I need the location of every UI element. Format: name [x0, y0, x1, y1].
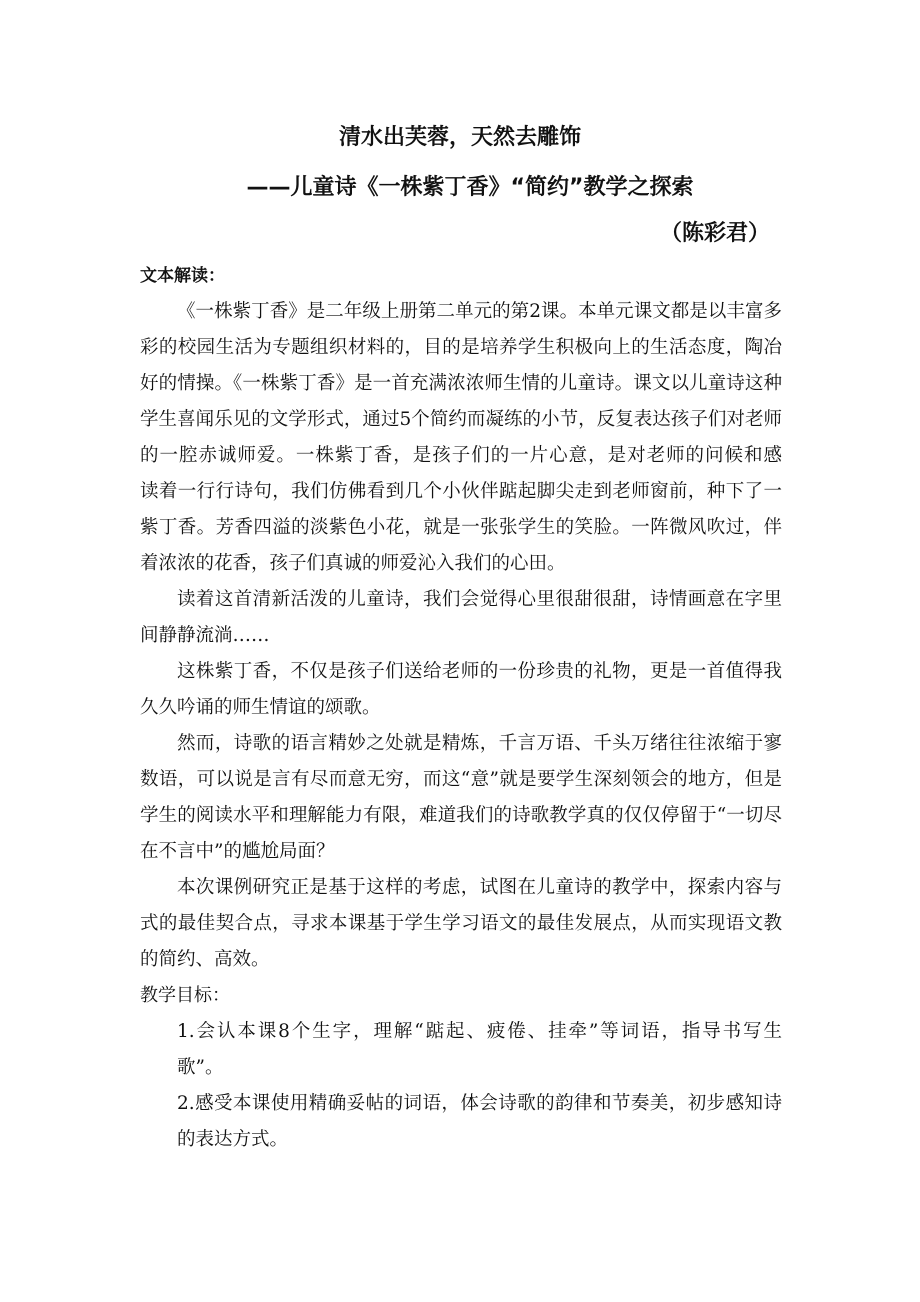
document-body — [140, 258, 782, 1158]
text-line: 彩的校园生活为专题组织材料的，目的是培养学生积极向上的生活态度，陶冶 — [140, 337, 782, 358]
text-line: 然而，诗歌的语言精妙之处就是精炼，千言万语、千头万绪往往浓缩于寥 — [177, 733, 782, 754]
goals-list — [140, 1014, 782, 1158]
text-line: 数语，可以说是言有尽而意无穷，而这“意”就是要学生深刻领会的地方，但是 — [140, 769, 782, 790]
text-line: 的简约、高效。 — [140, 949, 270, 970]
text-line: 2.感受本课使用精确妥帖的词语，体会诗歌的韵律和节奏美，初步感知诗 — [177, 1093, 782, 1114]
document-title: 清水出芙蓉，天然去雕饰 — [338, 125, 581, 150]
section-heading-teaching-goals: 教学目标： — [140, 985, 230, 1006]
goal-item — [140, 1086, 782, 1158]
text-line: 紫丁香。芳香四溢的淡紫色小花，就是一张张学生的笑脸。一阵微风吹过，伴 — [140, 517, 782, 538]
text-line: 的表达方式。 — [177, 1129, 289, 1150]
author: （陈彩君） — [660, 221, 771, 246]
text-line: 着浓浓的花香，孩子们真诚的师爱沁入我们的心田。 — [140, 553, 566, 574]
text-line: 久久吟诵的师生情谊的颂歌。 — [140, 697, 381, 718]
text-line: 好的情操。《一株紫丁香》是一首充满浓浓师生情的儿童诗。课文以儿童诗这种 — [140, 373, 782, 394]
text-line: 歌”。 — [177, 1057, 224, 1078]
goal-item — [140, 1014, 782, 1086]
document-subtitle: ——儿童诗《一株紫丁香》“简约”教学之探索 — [246, 175, 694, 200]
text-line: 读着这首清新活泼的儿童诗，我们会觉得心里很甜很甜，诗情画意在字里 — [177, 589, 782, 610]
paragraph — [140, 654, 782, 726]
text-line: 读着一行行诗句，我们仿佛看到几个小伙伴踮起脚尖走到老师窗前，种下了一 — [140, 481, 782, 502]
section-heading-text-analysis: 文本解读： — [140, 266, 225, 286]
text-line: 本次课例研究正是基于这样的考虑，试图在儿童诗的教学中，探索内容与 — [177, 877, 782, 898]
text-line: 1.会认本课8个生字，理解“踮起、疲倦、挂牵”等词语，指导书写生 — [177, 1021, 782, 1042]
paragraph — [140, 870, 782, 978]
text-line: 的一腔赤诚师爱。一株紫丁香，是孩子们的一片心意，是对老师的问候和感 — [140, 445, 782, 466]
text-line: 这株紫丁香，不仅是孩子们送给老师的一份珍贵的礼物，更是一首值得我 — [177, 661, 782, 682]
text-line: 《一株紫丁香》是二年级上册第二单元的第2课。本单元课文都是以丰富多 — [177, 301, 782, 322]
paragraph — [140, 582, 782, 654]
paragraph — [140, 294, 782, 582]
text-line: 学生喜闻乐见的文学形式，通过5个简约而凝练的小节，反复表达孩子们对老师 — [140, 409, 782, 430]
text-line: 在不言中”的尴尬局面？ — [140, 841, 335, 862]
text-line: 间静静流淌…… — [140, 625, 270, 646]
text-line: 式的最佳契合点，寻求本课基于学生学习语文的最佳发展点，从而实现语文教 — [140, 913, 782, 934]
paragraphs — [140, 294, 782, 978]
text-line: 学生的阅读水平和理解能力有限，难道我们的诗歌教学真的仅仅停留于“一切尽 — [140, 805, 782, 826]
paragraph — [140, 726, 782, 870]
